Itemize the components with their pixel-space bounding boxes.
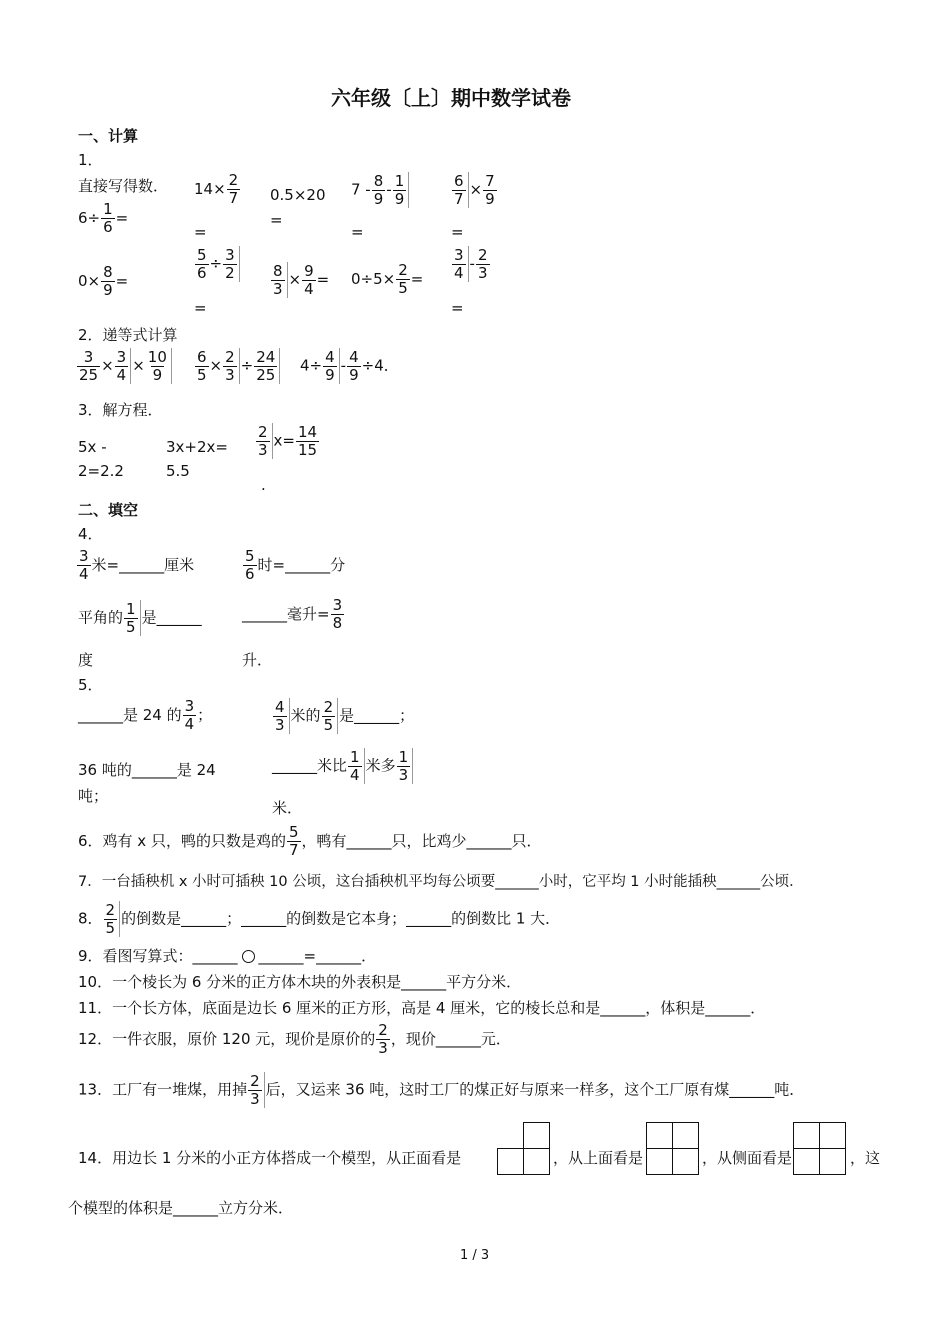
q3-eq-2-a: 3x+2x= [166, 438, 228, 456]
q14-text-c: ，从侧面看是 [702, 1149, 793, 1167]
q3-eq-3: $\frac{2}{3}$ x= $\frac{14}{15}$ [258, 422, 318, 459]
q2-expr-3: 4÷ $\frac{4}{9}$ - $\frac{4}{9}$ ÷4． [300, 347, 399, 384]
q5-d: ______米比 $\frac{1}{4}$ 米多 $\frac{1}{3}$ [272, 748, 414, 784]
q12: 12．一件衣服，原价 120 元，现价是原价的 $\frac{2}{3}$ ，现价______元． [78, 1021, 511, 1057]
q14-text-a: 14．用边长 1 分米的小正方体搭成一个模型，从正面看是 [78, 1149, 462, 1167]
q4-d: ______毫升= $\frac{3}{8}$ [242, 596, 343, 632]
q1-item-7: $\frac{5}{6}$ ÷ $\frac{3}{2}$ [194, 246, 241, 282]
q1-item-5: $\frac{6}{7}$ × $\frac{7}{9}$ [454, 171, 495, 208]
q1-item-8: $\frac{8}{3}$ × $\frac{9}{4}$ = [273, 261, 330, 298]
q5-c: 36 吨的______是 24 [78, 761, 216, 779]
q5-b: $\frac{4}{3}$ 米的 $\frac{2}{5}$ 是______； [275, 697, 415, 734]
q14-text-d: ，这 [850, 1149, 881, 1167]
q1-item-7-eq: = [194, 299, 207, 317]
q1-item-10-eq: = [451, 299, 464, 317]
q1-item-3: 0.5×20 [270, 186, 326, 204]
q8: 8． $\frac{2}{5}$ 的倒数是______；______的倒数是它本身；______的倒数比 1 大． [78, 900, 561, 937]
q5-c-unit: 吨； [78, 787, 109, 805]
page-title: 六年级〔上〕期中数学试卷 [331, 86, 571, 110]
q4-c: 平角的 $\frac{1}{5}$ 是______ [78, 599, 202, 636]
q13: 13．工厂有一堆煤，用掉 $\frac{2}{3}$ 后，又运来 36 吨，这时工厂的煤正好与原来一样多，这个工厂原有煤______吨． [78, 1071, 805, 1108]
q3-eq-1-b: 2=2.2 [78, 462, 124, 480]
q1-item-1: 6÷ $\frac{1}{6}$ = [78, 200, 129, 236]
q4-b: $\frac{5}{6}$ 时=______分 [245, 547, 346, 583]
q7: 7．一台插秧机 x 小时可插秧 10 公顷，这台插秧机平均每公顷要______小时，它平均 1 小时能插秧______公顷． [78, 874, 804, 890]
q14-text-b: ，从上面看是 [553, 1149, 644, 1167]
q4-c-unit: 度 [78, 651, 94, 669]
q5-a: ______是 24 的 $\frac{3}{4}$ ； [78, 697, 213, 733]
q1-item-5-eq: = [451, 223, 464, 241]
q1-item-6: 0× $\frac{8}{9}$ = [78, 263, 129, 299]
q2-label: 2．递等式计算 [78, 326, 178, 344]
q1-item-10: $\frac{3}{4}$ - $\frac{2}{3}$ [454, 245, 488, 282]
section-heading-calc: 一、计算 [78, 127, 139, 145]
q2-expr-2: $\frac{6}{5}$ × $\frac{2}{3}$ ÷ $\frac{24}{25}$ [194, 348, 281, 384]
q1-item-2-eq: = [194, 223, 207, 241]
page-number: 1 / 3 [460, 1248, 490, 1263]
q6: 6．鸡有 x 只，鸭的只数是鸡的 $\frac{5}{7}$ ，鸭有______只，比鸡少______只． [78, 823, 542, 859]
q2-expr-1: $\frac{3}{25}$ × $\frac{3}{4}$ × $\frac{10}{9}$ [76, 348, 173, 384]
circle-symbol [242, 950, 255, 963]
q4-d-unit: 升． [242, 651, 273, 669]
q5-d-unit: 米． [272, 799, 303, 817]
q10: 10．一个棱长为 6 分米的正方体木块的外表积是______平方分米． [78, 973, 522, 991]
q3-eq-3-dot: . [261, 476, 266, 494]
q14-text-e: 个模型的体积是______立方分米． [68, 1199, 294, 1217]
q1-item-9: 0÷5× $\frac{2}{5}$ = [351, 261, 424, 297]
section-heading-fill: 二、填空 [78, 501, 139, 519]
q1-item-4: 7 - $\frac{8}{9}$ - $\frac{1}{9}$ [351, 172, 410, 208]
q1-intro: 直接写得数． [78, 177, 169, 195]
q1-number: 1． [78, 151, 103, 169]
q5-number: 5． [78, 676, 103, 694]
q4-number: 4． [78, 525, 103, 543]
q1-item-2: 14× $\frac{2}{7}$ [194, 171, 239, 207]
q3-eq-2-b: 5.5 [166, 462, 190, 480]
q3-label: 3．解方程． [78, 401, 163, 419]
q4-a: $\frac{3}{4}$ 米=______厘米 [79, 547, 195, 583]
q1-item-4-eq: = [351, 223, 364, 241]
q11: 11．一个长方体，底面是边长 6 厘米的正方形，高是 4 厘米，它的棱长总和是______，体积是______． [78, 999, 766, 1017]
q9: 9．看图写算式：______ ______=______． [78, 947, 377, 965]
q3-eq-1-a: 5x - [78, 438, 107, 456]
q1-item-3-eq: = [270, 211, 283, 229]
